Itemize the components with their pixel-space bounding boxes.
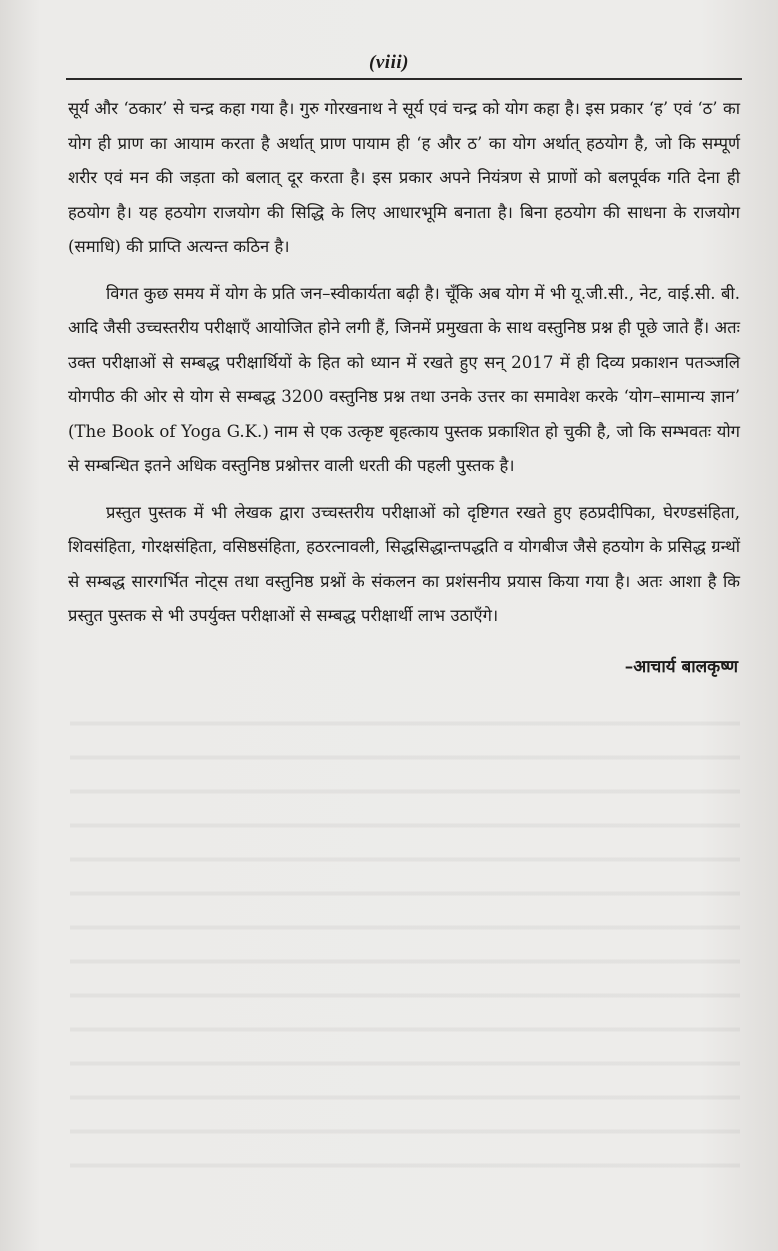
author-signature: –आचार्य बालकृष्ण bbox=[624, 657, 738, 677]
paragraph-3: प्रस्तुत पुस्तक में भी लेखक द्वारा उच्चस्तरीय परीक्षाओं को दृष्टिगत रखते हुए हठप्रदीपिका, घेरण्डसंहिता, शिवसंहिता, गोरक्षसंहिता, वसिष्ठसंहिता, हठरत्नावली, सिद्धसिद्धान्तपद्धति व योगबीज जैसे हठयोग के प्रसिद्ध ग्रन्थों से सम्बद्ध सारगर्भित नोट्स तथा वस्तुनिष्ठ प्रश्नों के संकलन का प्रशंसनीय प्रयास किया गया है। अतः आशा है कि प्रस्तुत पुस्तक से भी उपर्युक्त परीक्षाओं से सम्बद्ध परीक्षार्थी लाभ उठाएँगे। bbox=[68, 502, 740, 625]
bleed-through-texture bbox=[70, 705, 740, 1175]
page-number: (viii) bbox=[369, 52, 409, 73]
body-text bbox=[68, 92, 740, 646]
header-rule bbox=[66, 78, 742, 80]
paragraph-2: विगत कुछ समय में योग के प्रति जन–स्वीकार्यता बढ़ी है। चूँकि अब योग में भी यू.जी.सी., नेट, वाई.सी. बी. आदि जैसी उच्चस्तरीय परीक्षाएँ आयोजित होने लगी हैं, जिनमें प्रमुखता के साथ वस्तुनिष्ठ प्रश्न ही पूछे जाते हैं। अतः उक्त परीक्षाओं से सम्बद्ध परीक्षार्थियों के हित को ध्यान में रखते हुए सन् 2017 में ही दिव्य प्रकाशन पतञ्जलि योगपीठ की ओर से योग से सम्बद्ध 3200 वस्तुनिष्ठ प्रश्न तथा उनके उत्तर का समावेश करके ‘योग–सामान्य ज्ञान’ (The Book of Yoga G.K.) नाम से एक उत्कृष्ट बृहत्काय पुस्तक प्रकाशित हो चुकी है, जो कि सम्भवतः योग से सम्बन्धित इतने अधिक वस्तुनिष्ठ प्रश्नोत्तर वाली धरती की पहली पुस्तक है। bbox=[68, 283, 740, 475]
paragraph-1: सूर्य और ‘ठकार’ से चन्द्र कहा गया है। गुरु गोरखनाथ ने सूर्य एवं चन्द्र को योग कहा है। इस प्रकार ‘ह’ एवं ‘ठ’ का योग ही प्राण का आयाम करता है अर्थात् प्राण पायाम ही ‘ह और ठ’ का योग अर्थात् हठयोग है, जो कि सम्पूर्ण शरीर एवं मन की जड़ता को बलात् दूर करता है। इस प्रकार अपने नियंत्रण से प्राणों को बलपूर्वक गति देना ही हठयोग है। यह हठयोग राजयोग की सिद्धि के लिए आधारभूमि बनाता है। बिना हठयोग की साधना के राजयोग (समाधि) की प्राप्ति अत्यन्त कठिन है। bbox=[68, 99, 740, 256]
